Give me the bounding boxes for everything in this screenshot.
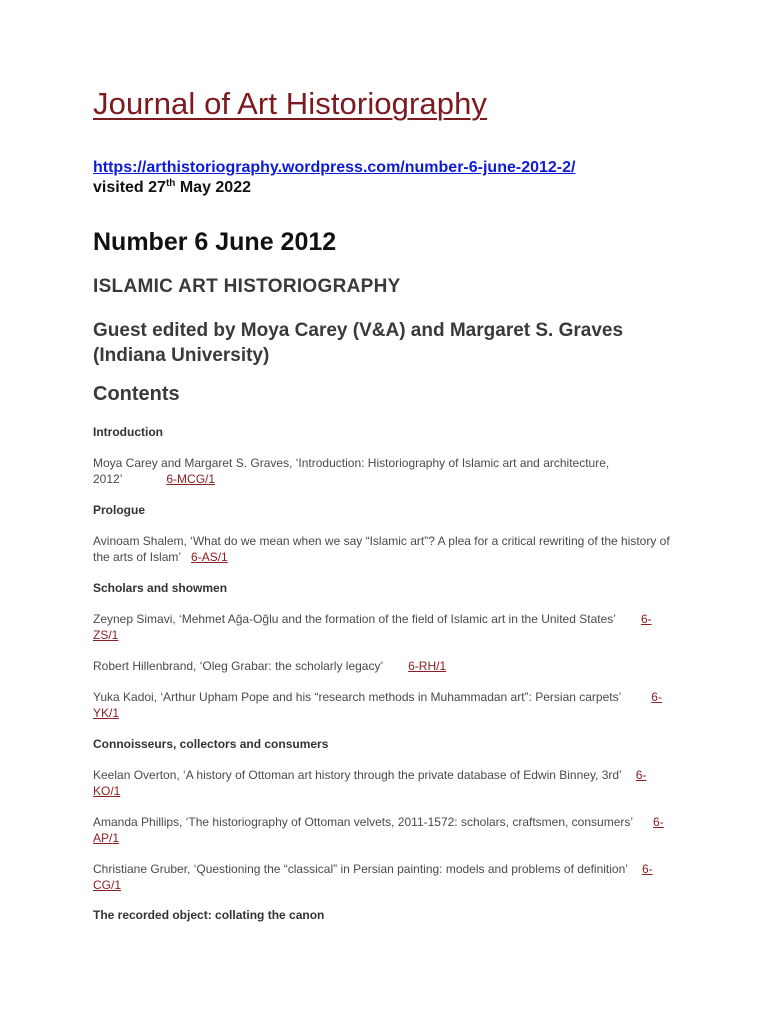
entry-text: Zeynep Simavi, ‘Mehmet Ağa-Oğlu and the formation of the field of Islamic art in the United States’ (93, 612, 616, 626)
visited-date (93, 179, 251, 197)
contents-entry (93, 862, 673, 893)
section-heading-recorded: The recorded object: collating the canon (93, 908, 325, 922)
section-heading-scholars: Scholars and showmen (93, 581, 228, 595)
contents-entry (93, 659, 673, 675)
source-url-link[interactable]: https://arthistoriography.wordpress.com/number-6-june-2012-2/ (93, 159, 576, 176)
entry-text: Keelan Overton, ‘A history of Ottoman art history through the private database of Edwin Binney, 3rd’ (93, 768, 622, 782)
contents-entry (93, 768, 673, 799)
entry-ref-link[interactable]: 6-RH/1 (408, 659, 447, 673)
entry-ref-link[interactable]: 6-AS/1 (191, 549, 228, 564)
contents-entry (93, 690, 673, 721)
contents-entry (93, 815, 673, 846)
entry-text: Christiane Gruber, ‘Questioning the “classical” in Persian painting: models and problems of definition’ (93, 862, 628, 876)
contents-entry (93, 612, 673, 643)
entry-ref-link[interactable]: 6-MCG/1 (166, 471, 216, 486)
entry-text: Moya Carey and Margaret S. Graves, ‘Introduction: Historiography of Islamic art and architecture, 2012’ (93, 456, 610, 486)
section-heading-prologue: Prologue (93, 503, 146, 517)
section-heading-introduction: Introduction (93, 425, 163, 439)
guest-editors: Guest edited by Moya Carey (V&A) and Margaret S. Graves (Indiana University) (93, 320, 624, 366)
issue-title: Number 6 June 2012 (93, 228, 337, 256)
visited-superscript: th (165, 178, 176, 189)
journal-title[interactable]: Journal of Art Historiography (93, 86, 488, 121)
entry-ref-link[interactable]: 6-CG/1 (93, 862, 653, 892)
contents-heading: Contents (93, 383, 180, 405)
entry-ref-link[interactable]: 6-KO/1 (93, 768, 647, 798)
visited-prefix: visited 27 (93, 179, 166, 196)
contents-entry (93, 456, 673, 487)
entry-ref-link[interactable]: 6-YK/1 (93, 690, 662, 720)
entry-text: Robert Hillenbrand, ‘Oleg Grabar: the scholarly legacy’ (93, 659, 384, 673)
section-heading-connoisseurs: Connoisseurs, collectors and consumers (93, 737, 329, 751)
entry-text: Yuka Kadoi, ‘Arthur Upham Pope and his “research methods in Muhammadan art”: Persian carpets’ (93, 690, 622, 704)
visited-suffix: May 2022 (175, 179, 251, 196)
contents-entry (93, 534, 673, 565)
entry-ref-link[interactable]: 6-ZS/1 (93, 612, 652, 642)
entry-ref-link[interactable]: 6-AP/1 (93, 815, 664, 845)
entry-text: Avinoam Shalem, ‘What do we mean when we say “Islamic art”? A plea for a critical rewriting of the history of the arts of Islam’ (93, 534, 670, 564)
entry-text: Amanda Phillips, ‘The historiography of Ottoman velvets, 2011-1572: scholars, craftsmen, consumers’ (93, 815, 634, 829)
issue-theme: ISLAMIC ART HISTORIOGRAPHY (93, 276, 401, 297)
